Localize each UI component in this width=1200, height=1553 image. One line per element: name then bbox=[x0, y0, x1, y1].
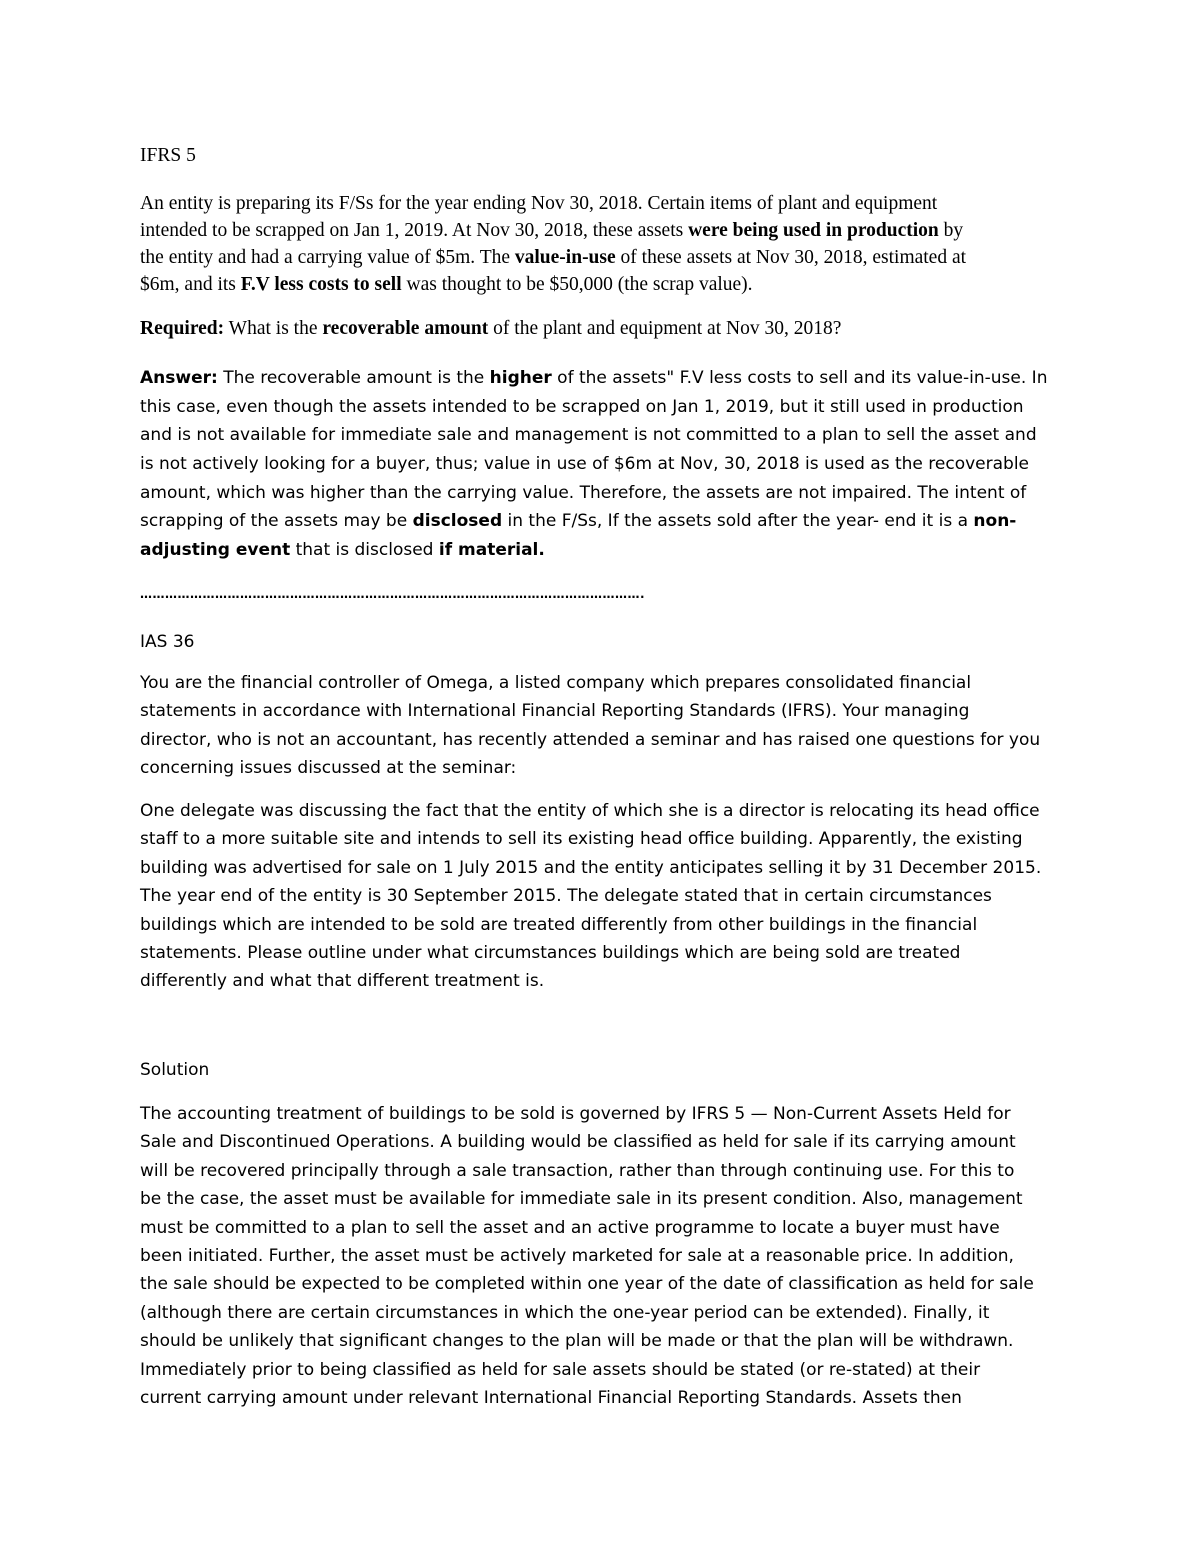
section-heading: IFRS 5 bbox=[140, 145, 196, 166]
text-line: must be committed to a plan to sell the asset and an active programme to locate a buyer must have bbox=[140, 1217, 1000, 1238]
text-line: director, who is not an accountant, has recently attended a seminar and has raised one questions for you bbox=[140, 729, 1041, 750]
text-line bbox=[140, 244, 1065, 271]
dotted-separator: …………………………………………………………………………………………………………. bbox=[140, 587, 646, 601]
text-line: staff to a more suitable site and intends to sell its existing head office building. Apparently, the existing bbox=[140, 829, 1023, 850]
text-line: The year end of the entity is 30 September 2015. The delegate stated that in certain circumstances bbox=[140, 886, 992, 907]
text-line: buildings which are intended to be sold are treated differently from other buildings in the financial bbox=[140, 914, 978, 935]
text-run: scrapping of the assets may be bbox=[140, 511, 413, 532]
text-line: is not actively looking for a buyer, thus; value in use of $6m at Nov, 30, 2018 is used as the recoverable bbox=[140, 454, 1030, 475]
ias36-paragraph-2 bbox=[140, 797, 1065, 996]
text-line bbox=[140, 271, 1065, 298]
text-line: statements. Please outline under what circumstances buildings which are being sold are treated bbox=[140, 942, 961, 963]
solution-paragraph bbox=[140, 1100, 1065, 1412]
text-line: concerning issues discussed at the seminar: bbox=[140, 758, 517, 779]
ias36-paragraph-1 bbox=[140, 669, 1065, 783]
text-run: in the F/Ss, If the assets sold after the year- end it is a bbox=[502, 511, 974, 532]
ias36-heading bbox=[140, 628, 1065, 656]
text-line bbox=[140, 536, 1065, 565]
text-line bbox=[140, 315, 1065, 342]
text-line: current carrying amount under relevant International Financial Reporting Standards. Assets then bbox=[140, 1387, 962, 1408]
text-run: of the plant and equipment at Nov 30, 2018? bbox=[488, 318, 842, 339]
text-line bbox=[140, 507, 1065, 536]
text-line: and is not available for immediate sale and management is not committed to a plan to sell the asset and bbox=[140, 425, 1037, 446]
solution-heading bbox=[140, 1056, 1065, 1084]
text-line: (although there are certain circumstances in which the one-year period can be extended). Finally, it bbox=[140, 1302, 990, 1323]
text-line: The accounting treatment of buildings to be sold is governed by IFRS 5 — Non-Current Assets Held for bbox=[140, 1104, 1011, 1124]
required-line bbox=[140, 315, 1065, 342]
text-line: An entity is preparing its F/Ss for the year ending Nov 30, 2018. Certain items of plant and equipment bbox=[140, 193, 938, 214]
text-line: the sale should be expected to be completed within one year of the date of classification as held for sale bbox=[140, 1274, 1034, 1295]
required-label: Required: bbox=[140, 318, 225, 339]
text-line: will be recovered principally through a sale transaction, rather than through continuing use. For this to bbox=[140, 1160, 1015, 1181]
bold-text: higher bbox=[489, 368, 552, 388]
bold-text: F.V less costs to sell bbox=[240, 274, 402, 295]
bold-text: adjusting event bbox=[140, 540, 291, 561]
bold-text: were being used in production bbox=[688, 220, 939, 241]
text-line: differently and what that different treatment is. bbox=[140, 971, 545, 992]
text-line: been initiated. Further, the asset must be actively marketed for sale at a reasonable price. In addition, bbox=[140, 1245, 1014, 1266]
text-run: The recoverable amount is the bbox=[217, 368, 490, 388]
bold-text: recoverable amount bbox=[322, 318, 489, 339]
text-run: was thought to be $50,000 (the scrap value). bbox=[401, 274, 753, 295]
text-run: intended to be scrapped on Jan 1, 2019. At Nov 30, 2018, these assets bbox=[140, 220, 689, 241]
text-run: by bbox=[938, 220, 964, 241]
bold-text: value-in-use bbox=[514, 247, 616, 268]
text-run: of these assets at Nov 30, 2018, estimated at bbox=[615, 247, 967, 268]
answer-paragraph bbox=[140, 364, 1065, 565]
text-line: Immediately prior to being classified as held for sale assets should be stated (or re-stated) at their bbox=[140, 1359, 981, 1380]
bold-text: disclosed bbox=[412, 511, 503, 532]
text-line bbox=[140, 217, 1065, 244]
ifrs5-heading bbox=[140, 142, 1065, 169]
bold-text: non- bbox=[973, 511, 1017, 532]
text-line: should be unlikely that significant changes to the plan will be made or that the plan will be withdrawn. bbox=[140, 1331, 1014, 1352]
section-heading: IAS 36 bbox=[140, 632, 195, 652]
text-line: be the case, the asset must be available for immediate sale in its present condition. Also, management bbox=[140, 1189, 1023, 1210]
text-run: that is disclosed bbox=[290, 540, 439, 561]
text-run: of the assets" F.V less costs to sell and its value-in-use. In bbox=[551, 368, 1048, 388]
text-run: $6m, and its bbox=[140, 274, 241, 295]
text-line: building was advertised for sale on 1 July 2015 and the entity anticipates selling it by 31 December 2015. bbox=[140, 857, 1042, 878]
text-run: What is the bbox=[224, 318, 323, 339]
section-heading: Solution bbox=[140, 1060, 210, 1080]
text-line: Sale and Discontinued Operations. A building would be classified as held for sale if its carrying amount bbox=[140, 1132, 1016, 1153]
text-line: amount, which was higher than the carrying value. Therefore, the assets are not impaired. The intent of bbox=[140, 482, 1027, 503]
text-line: statements in accordance with International Financial Reporting Standards (IFRS). Your managing bbox=[140, 701, 970, 722]
text-run: the entity and had a carrying value of $5m. The bbox=[140, 247, 515, 268]
text-line: One delegate was discussing the fact that the entity of which she is a director is relocating its head office bbox=[140, 801, 1040, 821]
ifrs5-question bbox=[140, 190, 1065, 298]
bold-text: if material. bbox=[438, 540, 545, 561]
text-line: this case, even though the assets intended to be scrapped on Jan 1, 2019, but it still used in production bbox=[140, 396, 1024, 417]
answer-label: Answer: bbox=[140, 368, 218, 388]
text-line: You are the financial controller of Omega, a listed company which prepares consolidated financial bbox=[140, 673, 972, 693]
text-line bbox=[140, 364, 1065, 393]
